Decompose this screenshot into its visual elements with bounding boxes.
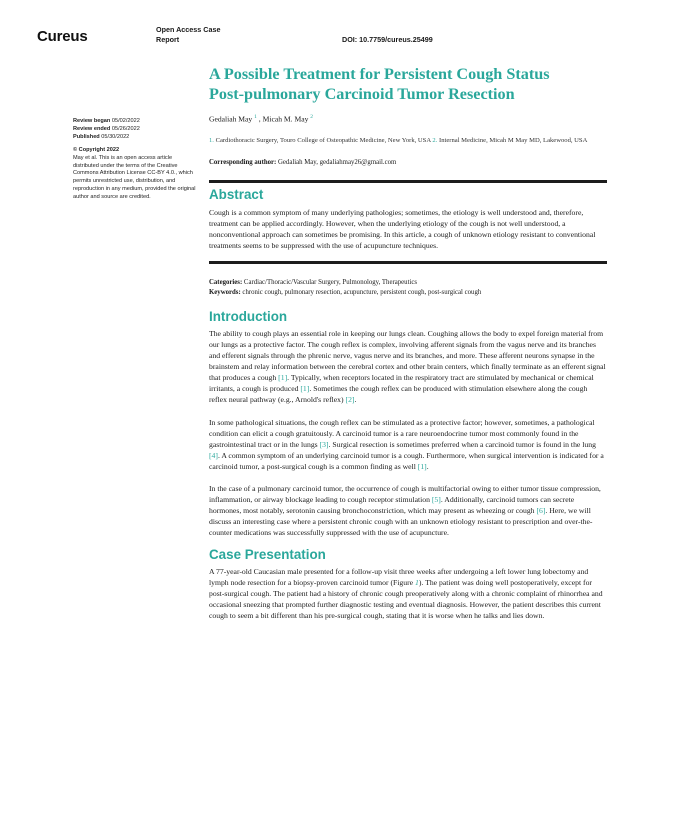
keywords-label: Keywords: [209,288,241,296]
intro-paragraph-1 [209,328,607,406]
author-list [209,114,607,124]
journal-logo: Cureus [37,28,88,45]
review-ended-date: 05/26/2022 [111,125,140,132]
citation-link[interactable]: [3] [319,439,329,449]
review-began-label: Review began [73,118,111,124]
review-ended-label: Review ended [73,125,111,132]
article-type-line1: Open Access Case [156,25,221,34]
review-began-date: 05/02/2022 [111,118,140,124]
author-1-affil[interactable]: 1 [254,114,257,120]
citation-link[interactable]: [5] [431,495,441,505]
corresponding-author [209,159,607,166]
divider-bottom [209,261,607,264]
categories-keywords [209,278,607,298]
categories-value: Cardiac/Thoracic/Vascular Surgery, Pulmonology, Therapeutics [243,278,418,286]
intro-p2-text-a: In some pathological situations, the cough reflex can be stimulated as a protective factor; however, sometimes, a pathological condition can elicit a cough gratuitously. A carcinoid tumor is a rare neuroendocrine tumor most commonly found in the gastrointestinal tract or in the lungs [209,417,595,449]
case-presentation-heading: Case Presentation [209,546,326,562]
citation-link[interactable]: [1] [300,384,310,394]
title-line-1: A Possible Treatment for Persistent Cough Status [209,65,550,83]
citation-link[interactable]: [1] [278,373,288,383]
intro-p3-text-c: . Here, we will discuss an interesting case where a persistent chronic cough with an unknown etiology resistant to prescription and over-the-counter medications was successfully suppressed with the use of acupuncture. [209,506,593,538]
intro-p1-text-c: . Sometimes the cough reflex can be produced with stimulation elsewhere along the cough reflex neural pathway (e.g., Arnold's reflex) [209,384,588,405]
review-ended-row [73,126,198,134]
abstract-text: Cough is a common symptom of many underlying pathologies; sometimes, the etiology is well understood and, therefore, treatment can be applied accordingly. However, when the underlying etiology of the cough is not well understood, a nonconventional approach can sometimes be promising. In this article, a cough of unknown etiology resistant to conventional treatments seems to be suppressed with the use of acupuncture techniques. [209,207,596,250]
intro-paragraph-2 [209,417,607,472]
author-2[interactable]: Micah M. May [262,114,309,124]
categories-label: Categories: [209,278,243,286]
intro-p1-text-d: . [354,395,357,405]
intro-p1-text-b: . Typically, when receptors located in the respiratory tract are stimulated by mechanical or chemical irritants, a cough is produced [209,373,594,394]
abstract-heading: Abstract [209,186,264,202]
divider-top [209,180,607,183]
affiliations [209,136,607,146]
citation-link[interactable]: [4] [209,450,218,460]
citation-link[interactable]: [2] [345,395,355,405]
author-2-affil[interactable]: 2 [310,114,314,120]
title-line-2: Post-pulmonary Carcinoid Tumor Resection [209,85,515,103]
article-type [156,25,266,45]
categories-row [209,278,607,288]
intro-p1-text-a: The ability to cough plays an essential role in keeping our lungs clean. Coughing allows the body to expel foreign material from our lungs as a protective factor. The cough reflex is complex, involving afferent signals from the vagus nerve and its branches and efferent signals through the phrenic nerve, vagus nerve and its branches, and more. These afferent neurons synapse in the brainstem and relay information between the cerebral cortex and other brain centers, which finally terminate as an efferent signal that produces a cough [209,328,606,383]
case-paragraph-1 [209,566,607,621]
figure-link[interactable]: 1 [415,577,419,587]
published-date: 05/30/2022 [101,133,130,140]
article-main [209,64,607,621]
affil-2: Internal Medicine, Micah M May MD, Lakewood, USA [439,136,588,144]
affil-1: Cardiothoracic Surgery, Touro College of Osteopathic Medicine, New York, USA [215,136,431,144]
article-history-sidebar [73,118,198,202]
doi-link[interactable]: DOI: 10.7759/cureus.25499 [342,35,433,44]
corresponding-value[interactable]: Gedaliah May, gedaliahmay26@gmail.com [278,158,397,166]
citation-link[interactable]: [6] [536,506,546,516]
affil-1-number: 1. [209,136,214,144]
keywords-row [209,288,607,298]
citation-link[interactable]: [1] [417,461,427,471]
intro-p2-text-b: . Surgical resection is sometimes preferred when a carcinoid tumor is found in the lung [328,439,596,449]
intro-p2-text-d: . [426,461,429,471]
copyright-heading: © Copyright 2022 [73,146,120,153]
published-label: Published [73,133,100,140]
intro-p3-text-a: In the case of a pulmonary carcinoid tumor, the occurrence of cough is multifactorial owing to either tumor tissue compression, inflammation, or airway blockage leading to cough receptor stimulation [209,484,601,505]
affil-2-number: 2. [432,136,438,144]
intro-paragraph-3 [209,483,607,538]
article-title [209,64,607,104]
intro-p3-text-b: . Additionally, carcinoid tumors can secrete hormones, most notably, serotonin causing bronchoconstriction, which may present as wheezing or cough [209,495,575,516]
keywords-value: chronic cough, pulmonary resection, acupuncture, persistent cough, post-surgical cough [242,288,482,296]
case-p1-text-b: ). The patient was doing well postoperatively, except for post-surgical cough. The patient had a history of chronic cough preoperatively along with a chronic complaint of rhinorrhea and occasional sneezing that prompted further diagnostic testing and eventual diagnosis. However, the patient describes this current cough to seem a bit different than his pre-surgical cough, stating that it is worse when he talks and lies down. [209,577,603,620]
case-p1-text-a: A 77-year-old Caucasian male presented for a follow-up visit three weeks after undergoing a left lower lung lobectomy and lymph node resection for a biopsy-proven carcinoid tumor (Figure [209,566,589,587]
article-type-line2: Report [156,35,180,44]
published-row [73,134,198,142]
author-separator: , [256,114,263,124]
author-1[interactable]: Gedaliah May [209,114,253,124]
introduction-heading: Introduction [209,308,288,324]
corresponding-label: Corresponding author: [209,158,277,166]
review-began-row [73,118,198,126]
intro-p2-text-c: . A common symptom of an underlying carcinoid tumor is a cough. Furthermore, when surgical intervention is indicated for a carcinoid tumor, a post-surgical cough is a common finding as well [209,450,604,471]
copyright-text: May et al. This is an open access article distributed under the terms of the Creative Commons Attribution License CC-BY 4.0., which permits unrestricted use, distribution, and reproduction in any medium, provided the original author and source are credited. [73,154,196,201]
